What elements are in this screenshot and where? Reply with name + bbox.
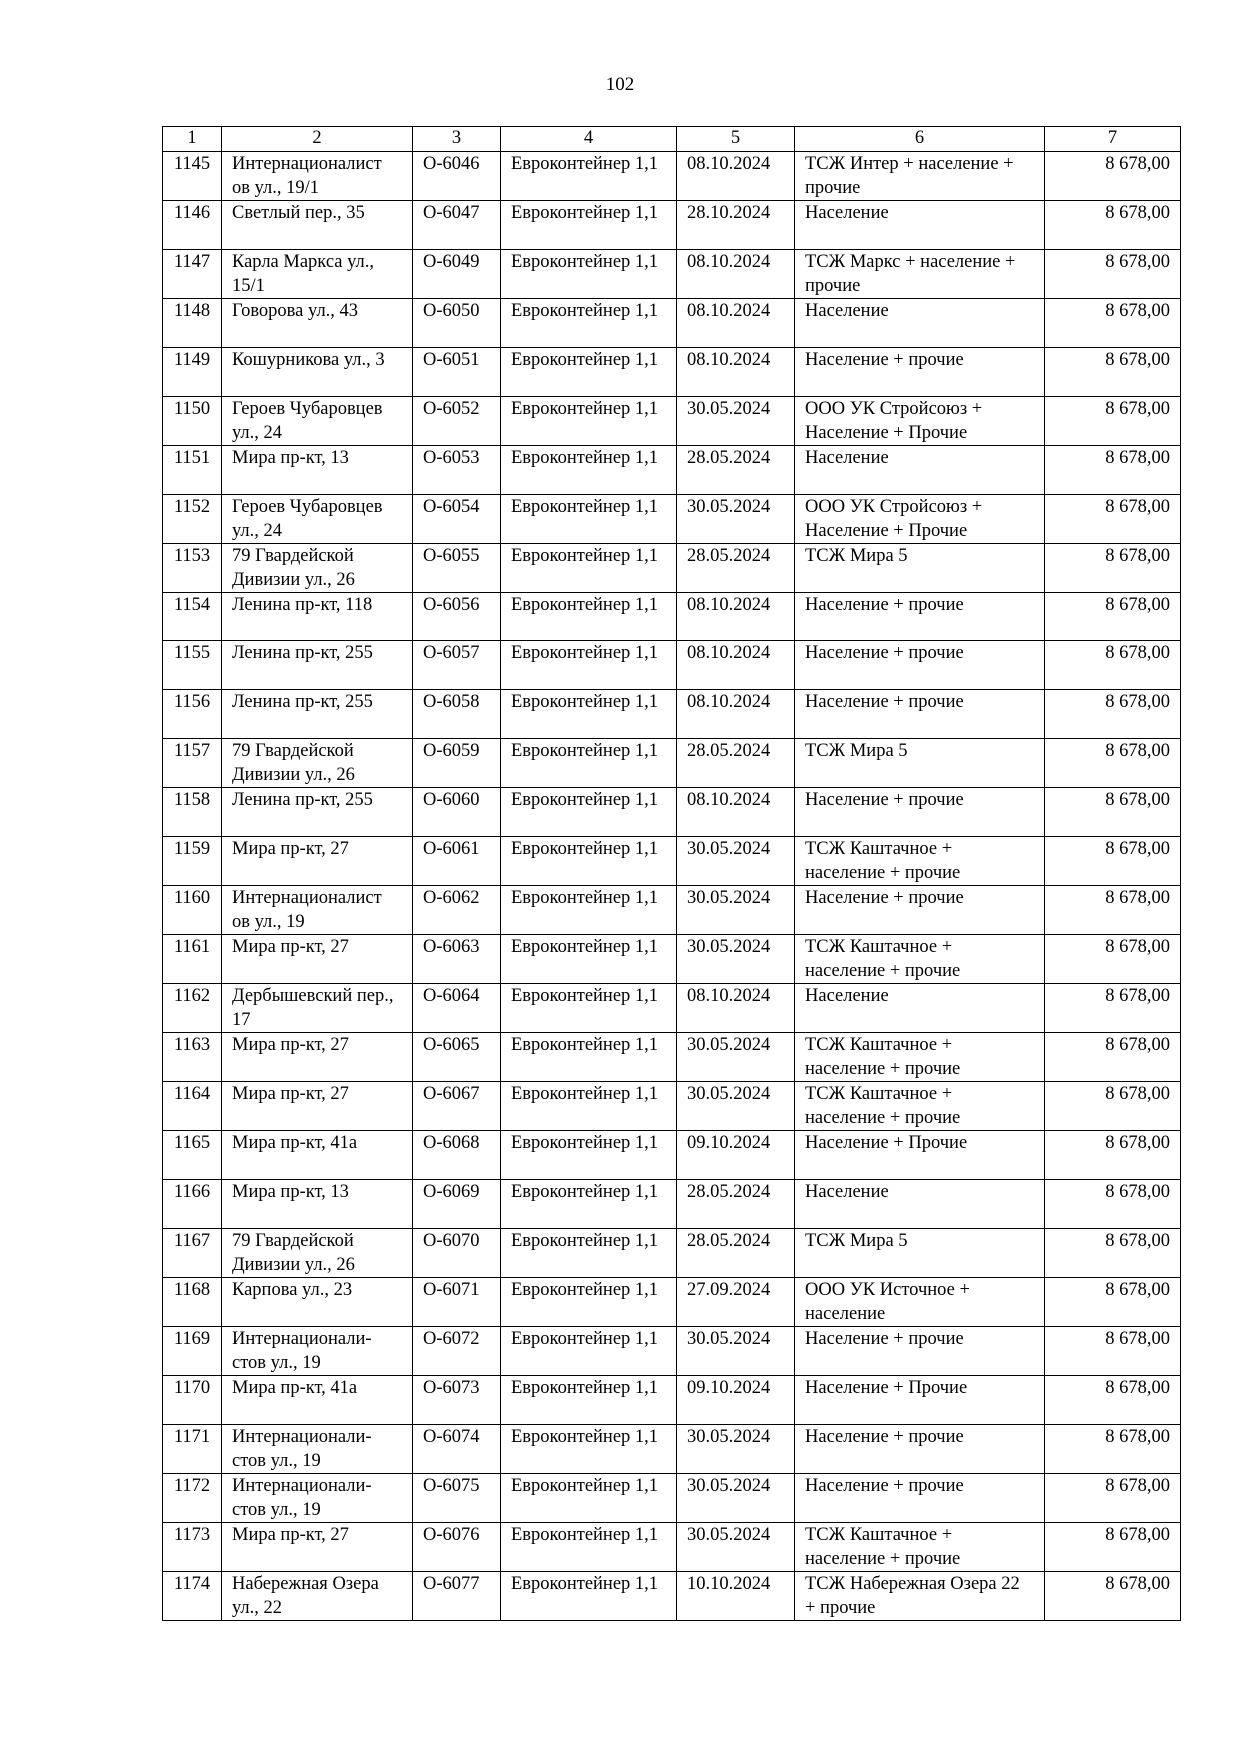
table-row: [163, 396, 1181, 445]
row-number-cell: 1153: [163, 543, 222, 592]
date-cell: 27.09.2024: [677, 1277, 795, 1326]
container-type-cell: Евроконтейнер 1,1: [501, 1326, 677, 1375]
date-cell: 30.05.2024: [677, 396, 795, 445]
container-register-table: [162, 126, 1181, 1621]
container-code-cell: О-6067: [413, 1082, 501, 1131]
column-header: 7: [1045, 127, 1181, 152]
amount-cell: 8 678,00: [1045, 1277, 1181, 1326]
container-code-cell: О-6069: [413, 1180, 501, 1229]
date-cell: 28.05.2024: [677, 1228, 795, 1277]
date-cell: 30.05.2024: [677, 837, 795, 886]
address-cell: Мира пр-кт, 27: [222, 935, 413, 984]
owner-cell: Население + прочие: [795, 690, 1045, 739]
container-type-cell: Евроконтейнер 1,1: [501, 298, 677, 347]
date-cell: 30.05.2024: [677, 935, 795, 984]
row-number-cell: 1152: [163, 494, 222, 543]
address-cell: Набережная Озера ул., 22: [222, 1571, 413, 1620]
date-cell: 30.05.2024: [677, 1522, 795, 1571]
container-code-cell: О-6051: [413, 347, 501, 396]
date-cell: 30.05.2024: [677, 1082, 795, 1131]
row-number-cell: 1147: [163, 249, 222, 298]
date-cell: 30.05.2024: [677, 1326, 795, 1375]
column-header: 4: [501, 127, 677, 152]
row-number-cell: 1172: [163, 1473, 222, 1522]
owner-cell: ТСЖ Каштачное + население + прочие: [795, 935, 1045, 984]
table-row: [163, 1571, 1181, 1620]
container-code-cell: О-6049: [413, 249, 501, 298]
container-code-cell: О-6061: [413, 837, 501, 886]
table-row: [163, 201, 1181, 250]
column-header: 1: [163, 127, 222, 152]
container-code-cell: О-6059: [413, 739, 501, 788]
owner-cell: ТСЖ Мира 5: [795, 543, 1045, 592]
address-cell: Светлый пер., 35: [222, 201, 413, 250]
address-cell: Интернационалист ов ул., 19: [222, 886, 413, 935]
table-row: [163, 494, 1181, 543]
row-number-cell: 1156: [163, 690, 222, 739]
container-type-cell: Евроконтейнер 1,1: [501, 201, 677, 250]
container-code-cell: О-6065: [413, 1033, 501, 1082]
owner-cell: ТСЖ Каштачное + население + прочие: [795, 1522, 1045, 1571]
date-cell: 08.10.2024: [677, 249, 795, 298]
container-type-cell: Евроконтейнер 1,1: [501, 494, 677, 543]
address-cell: Мира пр-кт, 13: [222, 1180, 413, 1229]
container-type-cell: Евроконтейнер 1,1: [501, 152, 677, 201]
container-code-cell: О-6075: [413, 1473, 501, 1522]
container-type-cell: Евроконтейнер 1,1: [501, 445, 677, 494]
address-cell: Ленина пр-кт, 255: [222, 641, 413, 690]
table-row: [163, 690, 1181, 739]
table-body: [163, 152, 1181, 1621]
row-number-cell: 1161: [163, 935, 222, 984]
owner-cell: Население + прочие: [795, 347, 1045, 396]
container-type-cell: Евроконтейнер 1,1: [501, 690, 677, 739]
container-code-cell: О-6063: [413, 935, 501, 984]
container-code-cell: О-6071: [413, 1277, 501, 1326]
address-cell: Мира пр-кт, 41а: [222, 1131, 413, 1180]
table-row: [163, 1326, 1181, 1375]
address-cell: Интернационали-стов ул., 19: [222, 1424, 413, 1473]
column-number-row: [163, 127, 1181, 152]
container-type-cell: Евроконтейнер 1,1: [501, 788, 677, 837]
container-type-cell: Евроконтейнер 1,1: [501, 837, 677, 886]
container-type-cell: Евроконтейнер 1,1: [501, 396, 677, 445]
owner-cell: ТСЖ Мира 5: [795, 1228, 1045, 1277]
container-code-cell: О-6050: [413, 298, 501, 347]
date-cell: 28.10.2024: [677, 201, 795, 250]
container-code-cell: О-6070: [413, 1228, 501, 1277]
table-row: [163, 1131, 1181, 1180]
table-row: [163, 592, 1181, 641]
table-row: [163, 1473, 1181, 1522]
address-cell: 79 Гвардейской Дивизии ул., 26: [222, 543, 413, 592]
container-type-cell: Евроконтейнер 1,1: [501, 1033, 677, 1082]
table-row: [163, 298, 1181, 347]
container-type-cell: Евроконтейнер 1,1: [501, 249, 677, 298]
row-number-cell: 1145: [163, 152, 222, 201]
container-type-cell: Евроконтейнер 1,1: [501, 1522, 677, 1571]
owner-cell: ТСЖ Каштачное + население + прочие: [795, 837, 1045, 886]
amount-cell: 8 678,00: [1045, 1375, 1181, 1424]
date-cell: 28.05.2024: [677, 543, 795, 592]
owner-cell: Население + прочие: [795, 886, 1045, 935]
date-cell: 30.05.2024: [677, 1033, 795, 1082]
amount-cell: 8 678,00: [1045, 1180, 1181, 1229]
table-row: [163, 1082, 1181, 1131]
container-type-cell: Евроконтейнер 1,1: [501, 1571, 677, 1620]
amount-cell: 8 678,00: [1045, 249, 1181, 298]
amount-cell: 8 678,00: [1045, 445, 1181, 494]
address-cell: Мира пр-кт, 27: [222, 1522, 413, 1571]
row-number-cell: 1151: [163, 445, 222, 494]
date-cell: 30.05.2024: [677, 1424, 795, 1473]
container-code-cell: О-6047: [413, 201, 501, 250]
amount-cell: 8 678,00: [1045, 298, 1181, 347]
table-row: [163, 1522, 1181, 1571]
date-cell: 30.05.2024: [677, 886, 795, 935]
date-cell: 08.10.2024: [677, 347, 795, 396]
amount-cell: 8 678,00: [1045, 1082, 1181, 1131]
owner-cell: Население + Прочие: [795, 1375, 1045, 1424]
owner-cell: ООО УК Стройсоюз + Население + Прочие: [795, 494, 1045, 543]
address-cell: Говорова ул., 43: [222, 298, 413, 347]
table-row: [163, 739, 1181, 788]
container-code-cell: О-6062: [413, 886, 501, 935]
row-number-cell: 1171: [163, 1424, 222, 1473]
container-type-cell: Евроконтейнер 1,1: [501, 1131, 677, 1180]
date-cell: 08.10.2024: [677, 641, 795, 690]
container-code-cell: О-6064: [413, 984, 501, 1033]
table-row: [163, 984, 1181, 1033]
row-number-cell: 1173: [163, 1522, 222, 1571]
container-code-cell: О-6053: [413, 445, 501, 494]
container-type-cell: Евроконтейнер 1,1: [501, 1375, 677, 1424]
owner-cell: ООО УК Источное + население: [795, 1277, 1045, 1326]
date-cell: 09.10.2024: [677, 1131, 795, 1180]
amount-cell: 8 678,00: [1045, 886, 1181, 935]
amount-cell: 8 678,00: [1045, 592, 1181, 641]
table-row: [163, 1228, 1181, 1277]
row-number-cell: 1160: [163, 886, 222, 935]
container-code-cell: О-6055: [413, 543, 501, 592]
container-type-cell: Евроконтейнер 1,1: [501, 543, 677, 592]
row-number-cell: 1164: [163, 1082, 222, 1131]
container-type-cell: Евроконтейнер 1,1: [501, 1180, 677, 1229]
row-number-cell: 1150: [163, 396, 222, 445]
container-code-cell: О-6046: [413, 152, 501, 201]
date-cell: 28.05.2024: [677, 1180, 795, 1229]
row-number-cell: 1148: [163, 298, 222, 347]
page-number: 102: [605, 74, 635, 95]
row-number-cell: 1154: [163, 592, 222, 641]
table-row: [163, 935, 1181, 984]
container-type-cell: Евроконтейнер 1,1: [501, 739, 677, 788]
table-row: [163, 1180, 1181, 1229]
date-cell: 08.10.2024: [677, 984, 795, 1033]
row-number-cell: 1174: [163, 1571, 222, 1620]
row-number-cell: 1146: [163, 201, 222, 250]
owner-cell: Население: [795, 445, 1045, 494]
address-cell: Кошурникова ул., 3: [222, 347, 413, 396]
table-row: [163, 1277, 1181, 1326]
date-cell: 08.10.2024: [677, 152, 795, 201]
date-cell: 10.10.2024: [677, 1571, 795, 1620]
amount-cell: 8 678,00: [1045, 1326, 1181, 1375]
owner-cell: Население + прочие: [795, 1473, 1045, 1522]
address-cell: Ленина пр-кт, 255: [222, 690, 413, 739]
address-cell: Карпова ул., 23: [222, 1277, 413, 1326]
container-code-cell: О-6074: [413, 1424, 501, 1473]
container-code-cell: О-6052: [413, 396, 501, 445]
address-cell: Дербышевский пер., 17: [222, 984, 413, 1033]
row-number-cell: 1158: [163, 788, 222, 837]
container-code-cell: О-6068: [413, 1131, 501, 1180]
date-cell: 08.10.2024: [677, 788, 795, 837]
amount-cell: 8 678,00: [1045, 1473, 1181, 1522]
column-header: 6: [795, 127, 1045, 152]
amount-cell: 8 678,00: [1045, 1522, 1181, 1571]
container-code-cell: О-6076: [413, 1522, 501, 1571]
address-cell: 79 Гвардейской Дивизии ул., 26: [222, 739, 413, 788]
table-row: [163, 886, 1181, 935]
amount-cell: 8 678,00: [1045, 201, 1181, 250]
container-code-cell: О-6057: [413, 641, 501, 690]
container-type-cell: Евроконтейнер 1,1: [501, 347, 677, 396]
table-row: [163, 1033, 1181, 1082]
owner-cell: Население + прочие: [795, 1326, 1045, 1375]
address-cell: Интернационали-стов ул., 19: [222, 1326, 413, 1375]
address-cell: Ленина пр-кт, 118: [222, 592, 413, 641]
row-number-cell: 1166: [163, 1180, 222, 1229]
amount-cell: 8 678,00: [1045, 1131, 1181, 1180]
amount-cell: 8 678,00: [1045, 543, 1181, 592]
owner-cell: Население + Прочие: [795, 1131, 1045, 1180]
table-row: [163, 445, 1181, 494]
amount-cell: 8 678,00: [1045, 641, 1181, 690]
address-cell: Мира пр-кт, 27: [222, 837, 413, 886]
row-number-cell: 1170: [163, 1375, 222, 1424]
column-header: 3: [413, 127, 501, 152]
table-row: [163, 347, 1181, 396]
owner-cell: Население: [795, 298, 1045, 347]
amount-cell: 8 678,00: [1045, 1033, 1181, 1082]
row-number-cell: 1167: [163, 1228, 222, 1277]
owner-cell: Население: [795, 984, 1045, 1033]
container-type-cell: Евроконтейнер 1,1: [501, 984, 677, 1033]
date-cell: 08.10.2024: [677, 298, 795, 347]
container-type-cell: Евроконтейнер 1,1: [501, 935, 677, 984]
container-code-cell: О-6077: [413, 1571, 501, 1620]
address-cell: Героев Чубаровцев ул., 24: [222, 494, 413, 543]
table-row: [163, 837, 1181, 886]
amount-cell: 8 678,00: [1045, 1228, 1181, 1277]
row-number-cell: 1155: [163, 641, 222, 690]
address-cell: Мира пр-кт, 41а: [222, 1375, 413, 1424]
date-cell: 09.10.2024: [677, 1375, 795, 1424]
amount-cell: 8 678,00: [1045, 984, 1181, 1033]
owner-cell: ООО УК Стройсоюз + Население + Прочие: [795, 396, 1045, 445]
amount-cell: 8 678,00: [1045, 152, 1181, 201]
container-type-cell: Евроконтейнер 1,1: [501, 592, 677, 641]
owner-cell: Население: [795, 201, 1045, 250]
address-cell: Карла Маркса ул., 15/1: [222, 249, 413, 298]
table-row: [163, 152, 1181, 201]
container-code-cell: О-6058: [413, 690, 501, 739]
container-type-cell: Евроконтейнер 1,1: [501, 1473, 677, 1522]
row-number-cell: 1168: [163, 1277, 222, 1326]
owner-cell: ТСЖ Каштачное + население + прочие: [795, 1033, 1045, 1082]
owner-cell: Население: [795, 1180, 1045, 1229]
container-type-cell: Евроконтейнер 1,1: [501, 1228, 677, 1277]
row-number-cell: 1169: [163, 1326, 222, 1375]
container-type-cell: Евроконтейнер 1,1: [501, 886, 677, 935]
container-type-cell: Евроконтейнер 1,1: [501, 1277, 677, 1326]
date-cell: 30.05.2024: [677, 1473, 795, 1522]
container-code-cell: О-6060: [413, 788, 501, 837]
address-cell: Интернационалист ов ул., 19/1: [222, 152, 413, 201]
date-cell: 28.05.2024: [677, 445, 795, 494]
address-cell: Мира пр-кт, 27: [222, 1082, 413, 1131]
date-cell: 08.10.2024: [677, 592, 795, 641]
amount-cell: 8 678,00: [1045, 690, 1181, 739]
amount-cell: 8 678,00: [1045, 788, 1181, 837]
address-cell: Ленина пр-кт, 255: [222, 788, 413, 837]
container-code-cell: О-6054: [413, 494, 501, 543]
address-cell: Мира пр-кт, 13: [222, 445, 413, 494]
amount-cell: 8 678,00: [1045, 935, 1181, 984]
container-type-cell: Евроконтейнер 1,1: [501, 1424, 677, 1473]
address-cell: Героев Чубаровцев ул., 24: [222, 396, 413, 445]
table-row: [163, 788, 1181, 837]
container-type-cell: Евроконтейнер 1,1: [501, 1082, 677, 1131]
amount-cell: 8 678,00: [1045, 837, 1181, 886]
date-cell: 08.10.2024: [677, 690, 795, 739]
owner-cell: Население + прочие: [795, 641, 1045, 690]
row-number-cell: 1157: [163, 739, 222, 788]
amount-cell: 8 678,00: [1045, 347, 1181, 396]
owner-cell: ТСЖ Мира 5: [795, 739, 1045, 788]
row-number-cell: 1149: [163, 347, 222, 396]
owner-cell: Население + прочие: [795, 592, 1045, 641]
amount-cell: 8 678,00: [1045, 494, 1181, 543]
address-cell: Мира пр-кт, 27: [222, 1033, 413, 1082]
owner-cell: ТСЖ Каштачное + население + прочие: [795, 1082, 1045, 1131]
owner-cell: ТСЖ Интер + население + прочие: [795, 152, 1045, 201]
row-number-cell: 1159: [163, 837, 222, 886]
container-code-cell: О-6072: [413, 1326, 501, 1375]
row-number-cell: 1162: [163, 984, 222, 1033]
table-row: [163, 1424, 1181, 1473]
owner-cell: ТСЖ Маркс + население + прочие: [795, 249, 1045, 298]
container-code-cell: О-6056: [413, 592, 501, 641]
address-cell: 79 Гвардейской Дивизии ул., 26: [222, 1228, 413, 1277]
table-row: [163, 641, 1181, 690]
column-header: 5: [677, 127, 795, 152]
table-row: [163, 543, 1181, 592]
amount-cell: 8 678,00: [1045, 1571, 1181, 1620]
row-number-cell: 1165: [163, 1131, 222, 1180]
row-number-cell: 1163: [163, 1033, 222, 1082]
amount-cell: 8 678,00: [1045, 396, 1181, 445]
container-code-cell: О-6073: [413, 1375, 501, 1424]
container-type-cell: Евроконтейнер 1,1: [501, 641, 677, 690]
column-header: 2: [222, 127, 413, 152]
amount-cell: 8 678,00: [1045, 739, 1181, 788]
date-cell: 30.05.2024: [677, 494, 795, 543]
owner-cell: ТСЖ Набережная Озера 22 + прочие: [795, 1571, 1045, 1620]
owner-cell: Население + прочие: [795, 1424, 1045, 1473]
address-cell: Интернационали-стов ул., 19: [222, 1473, 413, 1522]
table-row: [163, 1375, 1181, 1424]
table-row: [163, 249, 1181, 298]
amount-cell: 8 678,00: [1045, 1424, 1181, 1473]
owner-cell: Население + прочие: [795, 788, 1045, 837]
date-cell: 28.05.2024: [677, 739, 795, 788]
